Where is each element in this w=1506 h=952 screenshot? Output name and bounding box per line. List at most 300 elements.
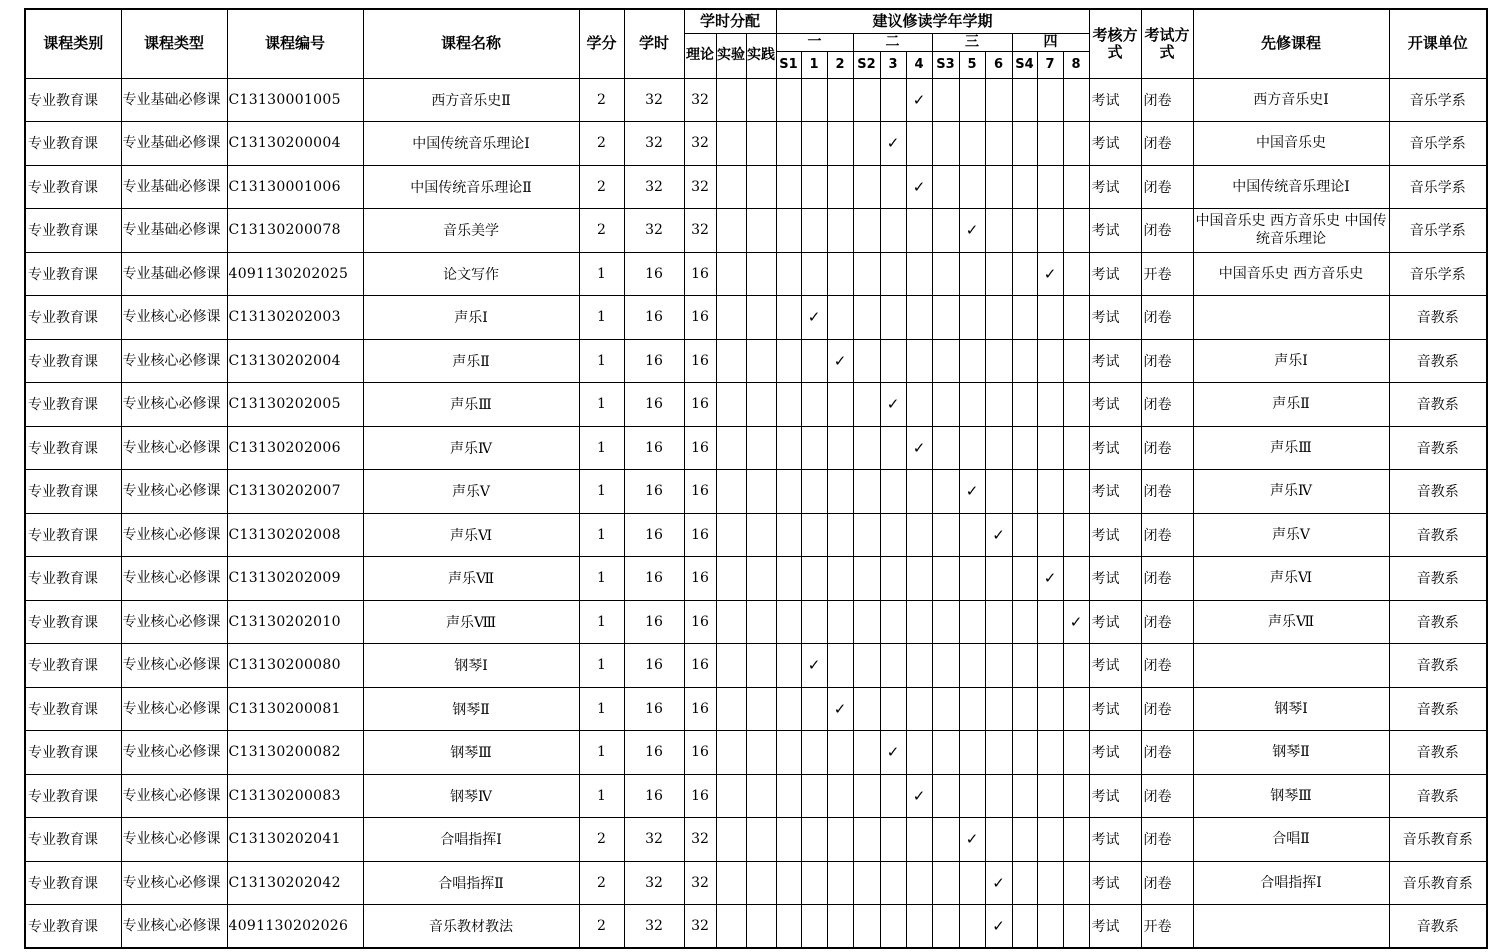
cell-credits: 2 [579, 861, 624, 905]
cell-term-1 [801, 687, 827, 731]
cell-theory-hours: 16 [684, 339, 716, 383]
cell-term-3 [880, 296, 906, 340]
cell-term-4 [906, 470, 932, 514]
cell-course-code: C13130200004 [227, 122, 363, 166]
cell-term-s1 [776, 861, 801, 905]
cell-course-code: C13130001005 [227, 78, 363, 122]
cell-term-s2 [853, 252, 880, 296]
cell-hours: 32 [624, 165, 684, 209]
cell-term-s4 [1012, 209, 1037, 253]
cell-term-s1 [776, 774, 801, 818]
header-sem-6: 6 [985, 51, 1012, 78]
cell-term-6 [985, 426, 1012, 470]
cell-unit: 音教系 [1389, 296, 1487, 340]
cell-hours: 32 [624, 818, 684, 862]
cell-hours: 16 [624, 557, 684, 601]
cell-exam-mode: 闭卷 [1141, 557, 1193, 601]
cell-term-8 [1063, 731, 1089, 775]
cell-term-s1 [776, 687, 801, 731]
cell-unit: 音教系 [1389, 600, 1487, 644]
cell-practice-hours [746, 122, 776, 166]
cell-exam-mode: 闭卷 [1141, 513, 1193, 557]
cell-hours: 16 [624, 687, 684, 731]
cell-term-4 [906, 339, 932, 383]
term-check-mark: ✓ [906, 426, 932, 470]
cell-term-s4 [1012, 78, 1037, 122]
cell-theory-hours: 16 [684, 557, 716, 601]
cell-course-name: 声乐Ⅶ [363, 557, 579, 601]
cell-term-7 [1037, 426, 1063, 470]
cell-credits: 1 [579, 731, 624, 775]
cell-category: 专业教育课 [25, 513, 121, 557]
table-row [25, 513, 1487, 557]
cell-term-1 [801, 165, 827, 209]
cell-course-name: 合唱指挥Ⅰ [363, 818, 579, 862]
cell-assessment: 考试 [1089, 426, 1141, 470]
cell-term-s4 [1012, 296, 1037, 340]
cell-term-s1 [776, 600, 801, 644]
header-name: 课程名称 [363, 9, 579, 78]
cell-experiment-hours [716, 252, 746, 296]
cell-course-code: C13130202004 [227, 339, 363, 383]
term-check-mark: ✓ [1037, 557, 1063, 601]
cell-term-6 [985, 165, 1012, 209]
cell-practice-hours [746, 513, 776, 557]
cell-term-s3 [932, 296, 959, 340]
cell-prerequisite: 合唱Ⅱ [1193, 818, 1389, 862]
cell-practice-hours [746, 383, 776, 427]
cell-practice-hours [746, 209, 776, 253]
cell-term-4 [906, 383, 932, 427]
cell-practice-hours [746, 470, 776, 514]
cell-term-4 [906, 644, 932, 688]
cell-term-8 [1063, 470, 1089, 514]
cell-theory-hours: 16 [684, 731, 716, 775]
cell-unit: 音乐教育系 [1389, 861, 1487, 905]
cell-term-s3 [932, 165, 959, 209]
cell-term-5 [959, 861, 985, 905]
cell-term-s3 [932, 209, 959, 253]
cell-term-s2 [853, 470, 880, 514]
cell-course-code: C13130202008 [227, 513, 363, 557]
cell-term-2 [827, 905, 853, 949]
cell-course-name: 钢琴Ⅰ [363, 644, 579, 688]
header-experiment: 实验 [716, 33, 746, 78]
cell-term-5 [959, 600, 985, 644]
cell-term-6 [985, 470, 1012, 514]
cell-term-3 [880, 339, 906, 383]
cell-experiment-hours [716, 774, 746, 818]
cell-course-code: C13130200083 [227, 774, 363, 818]
cell-practice-hours [746, 818, 776, 862]
table-header [25, 9, 1487, 78]
cell-course-code: C13130200080 [227, 644, 363, 688]
cell-term-1 [801, 818, 827, 862]
cell-term-8 [1063, 209, 1089, 253]
cell-practice-hours [746, 861, 776, 905]
cell-term-5 [959, 383, 985, 427]
header-credits: 学分 [579, 9, 624, 78]
cell-term-s3 [932, 557, 959, 601]
cell-hours: 32 [624, 78, 684, 122]
cell-course-code: C13130200081 [227, 687, 363, 731]
cell-experiment-hours [716, 861, 746, 905]
cell-term-5 [959, 557, 985, 601]
cell-assessment: 考试 [1089, 252, 1141, 296]
cell-unit: 音乐学系 [1389, 78, 1487, 122]
cell-unit: 音乐学系 [1389, 122, 1487, 166]
table-row [25, 557, 1487, 601]
cell-term-s4 [1012, 644, 1037, 688]
cell-term-4 [906, 557, 932, 601]
cell-term-s2 [853, 209, 880, 253]
cell-credits: 1 [579, 557, 624, 601]
cell-unit: 音教系 [1389, 774, 1487, 818]
cell-prerequisite: 西方音乐史Ⅰ [1193, 78, 1389, 122]
cell-hours: 16 [624, 731, 684, 775]
cell-term-3 [880, 78, 906, 122]
term-check-mark: ✓ [906, 165, 932, 209]
cell-credits: 1 [579, 600, 624, 644]
cell-course-type: 专业核心必修课 [121, 296, 227, 340]
cell-unit: 音教系 [1389, 644, 1487, 688]
cell-term-7 [1037, 165, 1063, 209]
cell-theory-hours: 16 [684, 252, 716, 296]
cell-exam-mode: 闭卷 [1141, 296, 1193, 340]
cell-course-name: 声乐Ⅷ [363, 600, 579, 644]
cell-credits: 2 [579, 905, 624, 949]
cell-prerequisite: 合唱指挥Ⅰ [1193, 861, 1389, 905]
course-plan-table [24, 8, 1488, 949]
cell-term-s1 [776, 905, 801, 949]
cell-term-5 [959, 905, 985, 949]
cell-term-1 [801, 470, 827, 514]
cell-term-2 [827, 296, 853, 340]
cell-term-1 [801, 861, 827, 905]
cell-term-1 [801, 905, 827, 949]
term-check-mark: ✓ [880, 383, 906, 427]
cell-prerequisite: 声乐Ⅱ [1193, 383, 1389, 427]
cell-term-s4 [1012, 687, 1037, 731]
table-row [25, 818, 1487, 862]
cell-assessment: 考试 [1089, 165, 1141, 209]
cell-course-type: 专业核心必修课 [121, 905, 227, 949]
cell-course-type: 专业核心必修课 [121, 818, 227, 862]
cell-term-s2 [853, 78, 880, 122]
cell-course-type: 专业核心必修课 [121, 513, 227, 557]
cell-category: 专业教育课 [25, 600, 121, 644]
cell-term-s3 [932, 731, 959, 775]
header-sem-8: 8 [1063, 51, 1089, 78]
cell-theory-hours: 16 [684, 470, 716, 514]
cell-experiment-hours [716, 513, 746, 557]
cell-exam-mode: 闭卷 [1141, 731, 1193, 775]
term-check-mark: ✓ [959, 818, 985, 862]
cell-exam-mode: 闭卷 [1141, 383, 1193, 427]
cell-category: 专业教育课 [25, 774, 121, 818]
cell-term-7 [1037, 383, 1063, 427]
cell-course-code: C13130202005 [227, 383, 363, 427]
cell-term-5 [959, 644, 985, 688]
cell-experiment-hours [716, 731, 746, 775]
cell-term-7 [1037, 600, 1063, 644]
cell-practice-hours [746, 296, 776, 340]
cell-term-s1 [776, 339, 801, 383]
term-check-mark: ✓ [880, 122, 906, 166]
cell-term-8 [1063, 78, 1089, 122]
cell-course-type: 专业核心必修课 [121, 600, 227, 644]
table-row [25, 426, 1487, 470]
cell-term-3 [880, 600, 906, 644]
cell-course-code: C13130202041 [227, 818, 363, 862]
cell-experiment-hours [716, 470, 746, 514]
cell-term-4 [906, 209, 932, 253]
cell-term-6 [985, 644, 1012, 688]
cell-term-5 [959, 78, 985, 122]
cell-theory-hours: 16 [684, 426, 716, 470]
cell-term-2 [827, 78, 853, 122]
cell-credits: 1 [579, 513, 624, 557]
cell-practice-hours [746, 731, 776, 775]
cell-term-5 [959, 774, 985, 818]
table-row [25, 687, 1487, 731]
cell-hours: 16 [624, 774, 684, 818]
cell-term-s2 [853, 513, 880, 557]
cell-exam-mode: 闭卷 [1141, 687, 1193, 731]
cell-exam-mode: 闭卷 [1141, 861, 1193, 905]
cell-term-2 [827, 557, 853, 601]
cell-course-type: 专业核心必修课 [121, 644, 227, 688]
cell-term-1 [801, 513, 827, 557]
cell-term-s3 [932, 600, 959, 644]
cell-term-2 [827, 861, 853, 905]
cell-term-s2 [853, 426, 880, 470]
cell-term-s2 [853, 383, 880, 427]
cell-term-7 [1037, 339, 1063, 383]
cell-unit: 音乐教育系 [1389, 818, 1487, 862]
cell-assessment: 考试 [1089, 296, 1141, 340]
cell-term-6 [985, 296, 1012, 340]
cell-term-s4 [1012, 165, 1037, 209]
term-check-mark: ✓ [906, 774, 932, 818]
cell-term-6 [985, 600, 1012, 644]
cell-term-3 [880, 687, 906, 731]
cell-term-s3 [932, 252, 959, 296]
table-row [25, 252, 1487, 296]
cell-term-s1 [776, 818, 801, 862]
cell-hours: 32 [624, 122, 684, 166]
cell-term-s2 [853, 644, 880, 688]
cell-assessment: 考试 [1089, 557, 1141, 601]
cell-category: 专业教育课 [25, 644, 121, 688]
cell-course-name: 声乐Ⅳ [363, 426, 579, 470]
header-year-4: 四 [1012, 33, 1089, 51]
header-unit: 开课单位 [1389, 9, 1487, 78]
cell-term-s2 [853, 687, 880, 731]
cell-term-4 [906, 296, 932, 340]
cell-hours: 16 [624, 513, 684, 557]
cell-exam-mode: 闭卷 [1141, 600, 1193, 644]
cell-course-code: C13130202006 [227, 426, 363, 470]
cell-theory-hours: 32 [684, 905, 716, 949]
cell-course-code: C13130001006 [227, 165, 363, 209]
cell-theory-hours: 32 [684, 165, 716, 209]
cell-prerequisite [1193, 296, 1389, 340]
cell-course-name: 声乐Ⅲ [363, 383, 579, 427]
cell-assessment: 考试 [1089, 339, 1141, 383]
table-row [25, 209, 1487, 253]
cell-term-3 [880, 557, 906, 601]
cell-course-code: 4091130202026 [227, 905, 363, 949]
cell-term-8 [1063, 557, 1089, 601]
cell-term-s1 [776, 252, 801, 296]
header-suggested-term: 建议修读学年学期 [776, 9, 1089, 33]
cell-term-s3 [932, 513, 959, 557]
cell-course-code: C13130202010 [227, 600, 363, 644]
table-row [25, 731, 1487, 775]
cell-experiment-hours [716, 818, 746, 862]
cell-term-8 [1063, 426, 1089, 470]
cell-theory-hours: 32 [684, 209, 716, 253]
cell-term-s2 [853, 296, 880, 340]
cell-term-6 [985, 687, 1012, 731]
cell-experiment-hours [716, 557, 746, 601]
cell-prerequisite: 钢琴Ⅲ [1193, 774, 1389, 818]
cell-term-s1 [776, 426, 801, 470]
cell-term-s4 [1012, 600, 1037, 644]
cell-experiment-hours [716, 905, 746, 949]
cell-term-s1 [776, 731, 801, 775]
cell-course-type: 专业核心必修课 [121, 339, 227, 383]
cell-term-1 [801, 209, 827, 253]
cell-course-type: 专业基础必修课 [121, 209, 227, 253]
cell-prerequisite: 钢琴Ⅰ [1193, 687, 1389, 731]
cell-category: 专业教育课 [25, 165, 121, 209]
cell-term-6 [985, 209, 1012, 253]
cell-category: 专业教育课 [25, 122, 121, 166]
cell-hours: 16 [624, 296, 684, 340]
cell-term-s4 [1012, 339, 1037, 383]
cell-experiment-hours [716, 122, 746, 166]
cell-term-7 [1037, 78, 1063, 122]
cell-term-s2 [853, 818, 880, 862]
cell-prerequisite: 声乐Ⅴ [1193, 513, 1389, 557]
table-row [25, 165, 1487, 209]
cell-term-6 [985, 339, 1012, 383]
cell-exam-mode: 闭卷 [1141, 339, 1193, 383]
table-row [25, 296, 1487, 340]
cell-exam-mode: 闭卷 [1141, 78, 1193, 122]
cell-term-5 [959, 252, 985, 296]
cell-term-7 [1037, 861, 1063, 905]
cell-exam-mode: 闭卷 [1141, 209, 1193, 253]
header-sem-1: 1 [801, 51, 827, 78]
cell-term-6 [985, 731, 1012, 775]
cell-term-s3 [932, 426, 959, 470]
cell-term-3 [880, 774, 906, 818]
cell-term-s2 [853, 339, 880, 383]
cell-course-name: 音乐美学 [363, 209, 579, 253]
cell-term-1 [801, 426, 827, 470]
cell-prerequisite: 声乐Ⅶ [1193, 600, 1389, 644]
cell-term-5 [959, 731, 985, 775]
cell-credits: 1 [579, 339, 624, 383]
cell-term-2 [827, 774, 853, 818]
cell-term-s4 [1012, 383, 1037, 427]
cell-term-7 [1037, 818, 1063, 862]
header-sem-3: 3 [880, 51, 906, 78]
cell-term-7 [1037, 905, 1063, 949]
cell-term-s3 [932, 78, 959, 122]
cell-theory-hours: 16 [684, 513, 716, 557]
term-check-mark: ✓ [959, 209, 985, 253]
cell-assessment: 考试 [1089, 861, 1141, 905]
cell-course-type: 专业核心必修课 [121, 774, 227, 818]
table-row [25, 470, 1487, 514]
cell-prerequisite: 声乐Ⅳ [1193, 470, 1389, 514]
term-check-mark: ✓ [985, 861, 1012, 905]
cell-term-7 [1037, 513, 1063, 557]
cell-term-s4 [1012, 905, 1037, 949]
cell-credits: 1 [579, 383, 624, 427]
cell-term-s3 [932, 818, 959, 862]
cell-assessment: 考试 [1089, 78, 1141, 122]
cell-term-s1 [776, 296, 801, 340]
term-check-mark: ✓ [801, 296, 827, 340]
cell-term-7 [1037, 644, 1063, 688]
cell-hours: 32 [624, 905, 684, 949]
cell-theory-hours: 16 [684, 644, 716, 688]
header-year-3: 三 [932, 33, 1012, 51]
cell-term-1 [801, 774, 827, 818]
cell-term-s4 [1012, 470, 1037, 514]
cell-credits: 1 [579, 296, 624, 340]
header-type: 课程类型 [121, 9, 227, 78]
cell-term-s3 [932, 470, 959, 514]
cell-course-code: C13130202007 [227, 470, 363, 514]
cell-course-name: 声乐Ⅱ [363, 339, 579, 383]
cell-term-2 [827, 513, 853, 557]
cell-term-7 [1037, 470, 1063, 514]
cell-credits: 1 [579, 774, 624, 818]
cell-term-s4 [1012, 774, 1037, 818]
cell-term-3 [880, 426, 906, 470]
header-sem-5: 5 [959, 51, 985, 78]
cell-term-7 [1037, 774, 1063, 818]
cell-term-3 [880, 818, 906, 862]
cell-experiment-hours [716, 687, 746, 731]
cell-term-6 [985, 383, 1012, 427]
cell-term-4 [906, 600, 932, 644]
table-row [25, 339, 1487, 383]
cell-experiment-hours [716, 426, 746, 470]
cell-experiment-hours [716, 209, 746, 253]
cell-theory-hours: 32 [684, 122, 716, 166]
cell-term-4 [906, 513, 932, 557]
cell-term-s4 [1012, 252, 1037, 296]
cell-course-code: C13130200078 [227, 209, 363, 253]
cell-practice-hours [746, 557, 776, 601]
cell-exam-mode: 闭卷 [1141, 426, 1193, 470]
cell-practice-hours [746, 339, 776, 383]
cell-term-s2 [853, 774, 880, 818]
header-practice: 实践 [746, 33, 776, 78]
cell-course-name: 中国传统音乐理论Ⅱ [363, 165, 579, 209]
cell-experiment-hours [716, 600, 746, 644]
cell-hours: 16 [624, 470, 684, 514]
cell-hours: 16 [624, 383, 684, 427]
cell-category: 专业教育课 [25, 252, 121, 296]
